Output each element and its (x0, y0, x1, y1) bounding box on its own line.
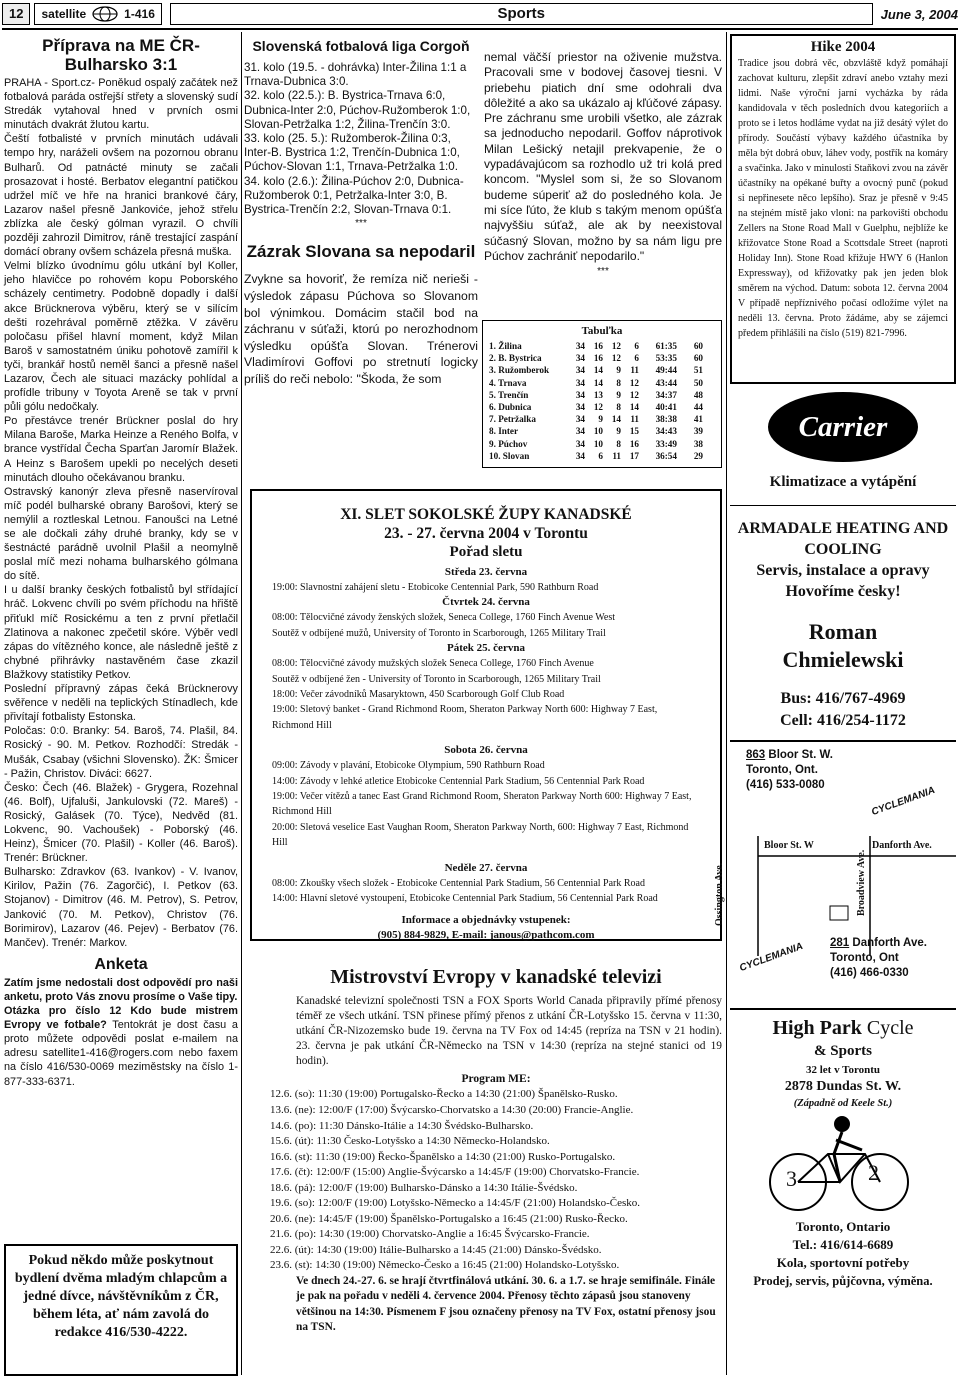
table-cell: 12 (629, 389, 639, 400)
high-park-ad (730, 1016, 956, 1290)
league-table (482, 320, 722, 468)
article-paragraph: PRAHA - Sport.cz- Poněkud ospalý začátek než fotbalová paráda ostřejší střety a slovenský sudí Stredák vytahoval hned v prvních osmi minutách dvakrát žlutou kartu. (4, 77, 238, 132)
table-cell: 53:35 (655, 353, 677, 364)
bicycle-icon (730, 1112, 956, 1218)
publication-badge (34, 3, 161, 25)
table-cell: 34 (575, 377, 585, 388)
slet-event: 14:00: Závody v lehké atletice Etobicoke Centennial Park Stadium, 56 Centennial Park Road (272, 775, 645, 787)
tv-match-line: 23.6. (st): 14:30 (19:00) Německo-Česko a 16:45 (21:00) Holandsko-Lotyšsko. (270, 1259, 620, 1272)
slet-dates: 23. - 27. června 2004 v Torontu (384, 525, 588, 542)
slet-event: 08:00: Tělocvičné závody mužských složek Seneca College, 1760 Finch Avenue (272, 658, 594, 670)
hp-tel: Tel.: 416/614-6689 (792, 1237, 894, 1252)
table-cell: 16 (629, 438, 639, 449)
table-cell: 41 (693, 414, 703, 425)
table-cell: 38:38 (655, 414, 677, 425)
table-cell: 34:37 (655, 389, 677, 400)
table-row (489, 389, 715, 401)
table-cell: 17 (629, 450, 639, 461)
contact-bus: Bus: 416/767-4969 (780, 690, 906, 707)
issue-date: June 3, 2004 (880, 6, 958, 22)
slet-event: Soutěž v odbíjené mužů, University of Toronto in Scarborough, 1265 Military Trail (272, 627, 606, 639)
slet-event: 18:00: Večer závodníků Masaryktown, 450 Scarborough Golf Club Road (272, 689, 565, 701)
slet-day: Pátek 25. června (447, 642, 525, 655)
tv-match-line: 12.6. (so): 11:30 (19:00) Portugalsko-Řecko a 14:30 (21:00) Španělsko-Rusko. (270, 1088, 618, 1101)
hp-years: 32 let v Torontu (805, 1064, 881, 1076)
tv-match-line: 19.6. (so): 12:00/F (19:00) Lotyšsko-Německo a 14:45/F (21:00) Holandsko-Česko. (270, 1197, 640, 1210)
table-row (489, 438, 715, 450)
table-cell: 6. Dubnica (489, 401, 532, 412)
article-paragraph: Čeští fotbalisté v prvních minutách udávali tempo hry, naráželi ovšem na pozornou obranu Bulharů. Od patnácté minuty se začali prosazovat i hosté. Berbatov elegantní patičkou udržel míč ve hře na hranici brankové čáry, Lazarov našel přesně Jankoviće, jehož střelu zblízka ale český gólman vyrazil. O chvíli později zahrozil Dimitrov, ráně trestající zaspání domácí obrany ovšem scházela přesná muška. (4, 133, 238, 259)
table-cell: 6 (598, 450, 603, 461)
table-cell: 4. Trnava (489, 377, 527, 388)
hp-goods: Kola, sportovní potřeby (776, 1255, 910, 1270)
slet-event: 08:00: Zkoušky všech složek - Etobicoke Centennial Park Stadium, 56 Centennial Park Road (272, 877, 645, 889)
table-cell: 11 (612, 450, 621, 461)
article-paragraph: I u další branky českých fotbalistů byl střídající hráč. Lokvenc chvíli po svém příchodu na hřiště přiťukl míč Rosickému a ten z první přetlačil Zlatinova a nakonec zpečetil skóre. Výběr vedl zápas do vítězného konce, ale následně ještě z chybné přihrávky nastavěném čase zkazil Blažkovy statistiky Petkov. (4, 584, 238, 681)
article-cr-bulharsko (4, 36, 238, 1089)
table-cell: 40:41 (655, 401, 677, 412)
hp-west: (Západně od Keele St.) (793, 1098, 893, 1109)
lineup-czech: Česko: Čech (46. Blažek) - Grygera, Rozehnal (46. Bolf), Ujfaluši, Jankulovski (72. Mareš) - Rosický, Galásek (70. Týce), Nedvěd (81. Lokvenc, 90. Vachoušek) - Poborský (46. Heinz), Šmicer (70. Plašil) - Koller (46. Baroš). Trenér: Brückner. (4, 781, 238, 865)
table-cell: 48 (693, 389, 703, 400)
slet-day: Středa 23. června (444, 566, 528, 578)
lineup-bulgaria: Bulharsko: Zdravkov (63. Ivankov) - V. Ivanov, Kirilov, Pažin (76. Zagorčić), I. Petkov (63. Stojanov) - Dimitrov (46. M. Petrov), S. Petrov, Janković (70. M. Petkov), Christov (76. Borimirov), Lazarov (46. Pejev) - Berbatov (76. Mančev). Trenér: Markov. (4, 866, 238, 949)
table-cell: 6 (634, 341, 639, 351)
slovak-league-article (244, 38, 478, 388)
map-label-broadview: Broadview Ave. (856, 849, 867, 916)
carrier-ad (730, 392, 956, 732)
tv-match-line: 20.6. (ne): 14:45/F (19:00) Španělsko-Portugalsko a 16:45 (21:00) Rusko-Řecko. (270, 1212, 628, 1225)
cyclemania-logo: CYCLEMANIA (738, 940, 805, 975)
page-number: 12 (2, 3, 30, 25)
right-column (714, 34, 956, 1290)
hike-text: Tradice jsou dobrá věc, obzvláště když pomáhají zachovat kulturu, zlepšit zdraví anebo vztahy mezi lidmi. Naše výroční jarní vycházka by ráda kandidovala v těch posledních dvou kategoriích a proto se i letos hodláme vydat na již desátý výlet do přírody. Součástí výbavy každého účastníka by měla být dobrá obuv, láhev vody, postřík na komáry a svačinka. Jako v minulosti Staňkovi zvou na závěr účastníky na opékané buřty a ovocný punč (pokud si nepřinesete něco lepšího). Sraz je přesně v 9:45 na stejném místě jako vloni: na parkovišti obchodu Zellers na Stone Road Mall v Guelphu, nejblíže ke křižovatce Stone Road a Scottsdale Street (naproti Holiday Inn). Stone Road křižuje HWY 6 (Hanlon Expressway), od křižovatky pak jen jeden blok směrem na východ. Datum: sobota 12. června 2004 V případě nepříznivého počasí odložíme výlet na neděli 13. června. Proto žádáme, aby se zájemci předem přihlášili na číslo (519) 821-7996. (738, 58, 948, 339)
slet-event: 08:00: Tělocvičné závody ženských složek, Seneca College, 1760 Finch Avenue West (272, 612, 615, 624)
table-cell: 7. Petržalka (489, 414, 536, 425)
bike-illustration (730, 1112, 956, 1218)
table-cell: 36:54 (655, 450, 677, 461)
housing-request-box (4, 1244, 238, 1376)
table-cell: 8 (616, 377, 621, 388)
table-cell: 14 (593, 377, 603, 388)
table-cell: 34 (575, 353, 585, 364)
column-rule (726, 32, 727, 1375)
store-1-phone: (416) 533-0080 (746, 779, 825, 791)
tv-title: Mistrovství Evropy v kanadské televizi (330, 966, 662, 988)
hp-address: 2878 Dundas St. W. (784, 1079, 902, 1094)
table-row (489, 401, 715, 413)
table-cell: 11 (630, 365, 639, 376)
publication-number: 1-416 (124, 7, 155, 21)
separator: *** (597, 266, 609, 278)
store-1-number: 863 (746, 749, 766, 761)
table-cell: 11 (630, 414, 639, 425)
league-title: Slovenská fotbalová liga Corgoň (252, 38, 470, 54)
section-title: Sports (170, 3, 873, 25)
table-row (489, 377, 715, 389)
article-paragraph: Velmi blízko úvodnímu gólu utkání byl Koller, jeho hlavičce po rohovém kopu Poborského scházely centimetry. Podobně dopadly i další akce Brücknerova výběru, který se v silícím dešti rozehrával poměrně ztěžka. V závěru poločasu přišel hlavní moment, když Milan Baroš v samostatném úniku pohotově zamířil k tyči, brankář hostů neměl šanci a přesně našel Lazarov, Čech ale situaci mazácky pohlídal a profídle tribuny v Toyota Areně se tak v první půli gólu nedočkaly. (4, 260, 238, 414)
table-cell: 3. Ružomberok (489, 365, 550, 376)
table-cell: 51 (693, 365, 703, 376)
page-header (2, 2, 958, 26)
tv-schedule (270, 964, 722, 1335)
globe-icon (92, 6, 118, 22)
tv-final-note: Ve dnech 24.-27. 6. se hrají čtvrtfinálová utkání. 30. 6. a 1.7. se hraje semifinále. Finále je pak na pořadu v neděli 4. července 2004. Přenosy těchto zápasů jsou stanoveny většinou na 14:30. Písmenem F jsou označeny přenosy na TV Fox, ostatní přenosy jsou na TSN. (296, 1275, 716, 1333)
anketa-instructions: Tentokrát je dost času a proto můžete odpovědi poslat e-mailem na adresu satellite1-416@rogers.com nebo faxem na číslo 416/530-0069 meziměstsky na číslo 1-877-333-6371. (4, 1019, 238, 1088)
hp-name: High Park (772, 1017, 862, 1039)
slet-subtitle: Pořad sletu (449, 544, 523, 560)
divider (730, 1008, 956, 1010)
tv-match-line: 15.6. (út): 11:30 Česko-Lotyšsko a 14:30 Německo-Holandsko. (270, 1135, 550, 1148)
table-cell: 9 (616, 389, 621, 400)
slet-event: 19:00: Sletový banket - Grand Richmond Room, Sheraton Parkway North 600: Highway 7 East, Richmond Hill (272, 704, 658, 731)
zazrak-text-cont: nemal väčší priestor na oživenie mužstva. Pracovali sme v bodovej časovej tiesni. V priebehu piatich dní sme odohrali dva dôležité a ako sa ukázalo aj kľúčové zápasy. Pre záchranu sme urobili všetko, ale zázrak sa jednoducho nepodaril. Goffov náprotivok Milan Lešický netajil prekvapenie, že o vypadávajúcom sa rozhodlo už tri kolá pred koncom. "Myslel som si, že so Slovanom budeme súperiť až do posledného kola. Je mi síce ľúto, že klub s takým menom opúšťa najvyššiu súťaž, ale ak by neexistoval súčasný Slovan, možno by sa nám ligu pre Púchov zachrániť nepodarilo." (484, 50, 722, 263)
tv-match-line: 17.6. (čt): 12:00/F (15:00) Anglie-Švýcarsko a 14:45/F (19:00) Chorvatsko-Francie. (270, 1166, 640, 1179)
table-cell: 34 (575, 341, 585, 351)
bike-number-left: 3 (786, 1166, 797, 1191)
carrier-service: Klimatizace a vytápění (769, 474, 917, 490)
cyclemania-logo: CYCLEMANIA (870, 784, 937, 819)
table-title: Tabuľka (581, 325, 623, 337)
table-cell: 34 (575, 426, 585, 437)
table-cell: 39 (693, 426, 703, 437)
hike-title: Hike 2004 (810, 39, 876, 55)
table-row (489, 340, 715, 352)
league-round: 33. kolo (25. 5.): Ružomberok-Žilina 0:3, Inter-B. Bystrica 1:2, Trenčín-Dubnica 1:0, Púchov-Slovan 1:1, Trnava-Petržalka 1:0. (244, 132, 460, 174)
slet-day: Neděle 27. června (444, 861, 528, 874)
header-rule (2, 28, 958, 30)
map-label-bloor: Bloor St. W (764, 840, 814, 851)
hp-services: Prodej, servis, půjčovna, výměna. (753, 1274, 933, 1288)
store-2-city: Toronto, Ont (830, 952, 899, 964)
contact-last-name: Chmielewski (782, 647, 904, 672)
tv-match-line: 14.6. (po): 11:30 Dánsko-Itálie a 14:30 Švédsko-Bulharsko. (270, 1119, 534, 1132)
table-row (489, 364, 715, 376)
slet-day: Čtvrtek 24. června (442, 596, 530, 609)
table-cell: 38 (693, 438, 703, 449)
article-title: Příprava na ME ČR-Bulharsko 3:1 (42, 36, 200, 74)
sokol-slet-box (250, 489, 722, 941)
table-cell: 43:44 (655, 377, 677, 388)
tv-match-line: 13.6. (ne): 12:00/F (17:00) Švýcarsko-Chorvatsko a 14:30 (20:00) Francie-Anglie. (270, 1104, 634, 1117)
column-rule (241, 32, 242, 1375)
table-cell: 12 (593, 401, 603, 412)
table-cell: 14 (593, 365, 603, 376)
slet-info-contact: (905) 884-9829, E-mail: janous@pathcom.com (377, 928, 595, 941)
league-round: 32. kolo (22.5.): B. Bystrica-Trnava 6:0, Dubnica-Inter 2:0, Púchov-Ružomberok 1:0, Slovan-Petržalka 1:2, Žilina-Trenčín 3:0. (244, 89, 471, 131)
slet-event: Soutěž v odbíjené žen - University of Toronto in Scarborough, 1265 Military Trail (272, 673, 601, 685)
table-cell: 12 (611, 353, 621, 364)
table-cell: 15 (629, 426, 639, 437)
table-cell: 14 (611, 414, 621, 425)
table-cell: 61:35 (655, 341, 677, 351)
tv-match-line: 16.6. (st): 11:30 (19:00) Řecko-Španělsko a 14:30 (21:00) Rusko-Portugalsko. (270, 1150, 616, 1163)
map-label-danforth: Danforth Ave. (872, 840, 932, 851)
cyclemania-ad (714, 746, 956, 1004)
table-cell: 6 (634, 353, 639, 364)
hp-city: Toronto, Ontario (795, 1219, 891, 1234)
store-2-number: 281 (830, 937, 850, 949)
table-cell: 60 (693, 353, 703, 364)
match-stats: Poločas: 0:0. Branky: 54. Baroš, 74. Plašil, 84. Rosický - 90. M. Petkov. Rozhodčí: Stredák - Mušák, Csabay (všichni Slovensko). ŽK: Šmicer - Pažin, Christov. Diváci: 6627. (4, 725, 238, 780)
store-1-street: Bloor St. W. (765, 749, 833, 761)
table-cell: 34 (575, 389, 585, 400)
table-cell: 34 (575, 401, 585, 412)
slet-event: 20:00: Sletová veselice East Vaughan Room, Sheraton Parkway North, 600: Highway 7 East, Richmond Hill (272, 821, 689, 849)
table-cell: 33:49 (655, 438, 677, 449)
store-2-phone: (416) 466-0330 (830, 967, 909, 979)
table-cell: 34 (575, 414, 585, 425)
cyclemania-store-2 (830, 936, 927, 981)
table-cell: 34:43 (655, 426, 677, 437)
table-cell: 9 (598, 414, 603, 425)
slet-event: 19:00: Večer vítězů a tanec East Grand Richmond Room, Sheraton Parkway North 600: Highway 7 East, Richmond Hill (272, 791, 692, 818)
hp-name-2: Cycle (861, 1017, 914, 1039)
table-cell: 10 (593, 426, 603, 437)
tv-match-line: 22.6. (út): 14:30 (19:00) Itálie-Bulharsko a 14:45 (21:00) Dánsko-Švédsko. (270, 1243, 602, 1256)
table-cell: 16 (593, 353, 603, 364)
divider (730, 505, 956, 506)
table-cell: 49:44 (655, 365, 677, 376)
table-cell: 5. Trenčín (489, 389, 529, 400)
table-cell: 16 (593, 341, 603, 351)
carrier-logo: Carrier (768, 392, 918, 462)
hike-box (730, 34, 956, 384)
article-paragraph: Ostravský kanonýr zleva přesně naservíroval míč podél bulharské obrany Barošovi, který se nemýlil a roztleskal Letnou. Fanoušci na Letné se ale dočkali záhy druhé branky, kdy se v šestnácté parádně uvolnil Plašil a neomylně poslal míč mezi nohama bulharského gólmana do sítě. (4, 485, 238, 583)
table-cell: 50 (693, 377, 703, 388)
table-cell: 12 (611, 341, 621, 351)
hp-sub: & Sports (814, 1043, 872, 1059)
table-cell: 1. Žilina (489, 341, 522, 351)
anketa-title: Anketa (94, 955, 148, 973)
table-row (489, 352, 715, 364)
store-1-city: Toronto, Ont. (746, 764, 818, 776)
cyclemania-store-1 (746, 748, 833, 793)
bike-number-right: 2 (868, 1160, 879, 1185)
table-cell: 34 (575, 450, 585, 461)
table-cell: 34 (575, 438, 585, 449)
slet-title: XI. SLET SOKOLSKÉ ŽUPY KANADSKÉ (340, 506, 632, 523)
map-label-ossington: Ossington Ave. (714, 862, 725, 926)
slet-event: 14:00: Hlavní sletové vystoupení, Etobicoke Centennial Park Stadium, 56 Centennial Park Road (272, 893, 658, 905)
table-row (489, 450, 715, 462)
company-name: ARMADALE HEATING AND COOLING (737, 520, 949, 558)
table-cell: 9. Púchov (489, 438, 528, 449)
table-cell: 13 (593, 389, 603, 400)
slet-event: 19:00: Slavnostní zahájení sletu - Etobicoke Centennial Park, 590 Rathburn Road (272, 582, 599, 593)
table-row (489, 413, 715, 425)
contact-cell: Cell: 416/254-1172 (780, 712, 906, 729)
company-language: Hovoříme česky! (785, 583, 901, 600)
table-cell: 9 (616, 426, 621, 437)
zazrak-continued (484, 50, 722, 279)
anketa-text: Zatím jsme nedostali dost odpovědí pro naši anketu, proto Vás znovu prosíme o Vaše tipy. (4, 976, 238, 1003)
company-services: Servis, instalace a opravy (756, 562, 930, 579)
program-label: Program ME: (461, 1073, 531, 1086)
tv-match-line: 21.6. (po): 14:30 (19:00) Chorvatsko-Anglie a 16:45 Švýcarsko-Francie. (270, 1228, 590, 1241)
housing-request-text: Pokud někdo může poskytnout bydlení dvěma mladým chlapcům a jedné dívce, návštěvníkům z ČR, během léta, ať nám zavolá do redakce 416/530-4222. (14, 1253, 228, 1340)
table-cell: 2. B. Bystrica (489, 353, 542, 364)
publication-name: satellite (41, 7, 87, 21)
contact-first-name: Roman (808, 619, 878, 644)
zazrak-title: Zázrak Slovana sa nepodaril (246, 242, 476, 262)
table-cell: 9 (616, 365, 621, 376)
divider (730, 740, 956, 742)
league-round: 31. kolo (19.5. - dohrávka) Inter-Žilina 1:1 a Trnava-Dubnica 3:0. (244, 61, 467, 89)
table-cell: 8. Inter (489, 426, 519, 437)
table-cell: 10. Slovan (489, 450, 530, 461)
tv-intro: Kanadské televizní společnosti TSN a FOX Sports World Canada připravily přímé přenosy téměř ze všech utkání. TSN přinese přímý přenos z utkání ČR-Lotyšsko 15. června v 11:30, utkání ČR-Nizozemsko bude 19. června na TV Fox od 14:45 (repríza na TSN v 21 hodin). 23. června je pak utkání ČR-Německo na TSN v 14:30 (repríza na stejné stanici od 19 hodin). (296, 995, 722, 1068)
article-paragraph: Po přestávce trenér Brückner poslal do hry Milana Baroše, Marka Heinze a Reného Bolfa, v brance vystřídal Čecha Sparťan Jaromír Blažek. A Heinz s Barošem upekli po necelých deseti minutách dlouho očekávanou branku. (4, 415, 238, 484)
league-round: 34. kolo (2.6.): Žilina-Púchov 2:0, Dubnica-Ružomberok 0:1, Petržalka-Inter 3:0, B. Bystrica-Trenčín 2:2, Slovan-Trnava 0:1. (244, 174, 464, 217)
table-cell: 14 (629, 401, 639, 412)
slet-event: 09:00: Závody v plavání, Etobicoke Olympium, 590 Rathburn Road (272, 760, 545, 772)
store-2-street: Danforth Ave. (849, 937, 927, 949)
table-row (489, 425, 715, 437)
table-cell: 8 (616, 438, 621, 449)
slet-info-label: Informace a objednávky vstupenek: (401, 913, 571, 926)
table-cell: 10 (593, 438, 603, 449)
table-cell: 12 (629, 377, 639, 388)
anketa-question-block (4, 1004, 238, 1089)
table-cell: 8 (616, 401, 621, 412)
anketa-question: Otázka pro číslo 12 Kdo bude mistrem Evropy ve fotbale? (4, 1005, 238, 1032)
table-cell: 34 (575, 365, 585, 376)
table-cell: 60 (693, 341, 703, 351)
separator: *** (355, 218, 367, 230)
slet-day: Sobota 26. června (444, 744, 528, 757)
tv-match-line: 18.6. (pá): 12:00/F (19:00) Bulharsko-Dánsko a 14:30 Itálie-Švédsko. (270, 1181, 578, 1194)
zazrak-text: Zvykne sa hovoriť, že remíza nič nerieši - výsledok zápasu Púchova so Slovanom bol výnimkou. Domácim stačil bod na záchranu v súťaži, ktorú po nerozhodnom výsledku opúšťa Slovan. Trénerovi Vladimírovi Goffovi po stretnutí logicky príliš do reči nebolo: "Škoda, že som (244, 272, 478, 386)
article-paragraph: Poslední přípravný zápas čeká Brücknerovy svěřence v neděli na teplických Stínadlech, kde přivítají fotbalisty Estonska. (4, 683, 238, 724)
table-cell: 44 (693, 401, 703, 412)
table-cell: 29 (693, 450, 703, 461)
